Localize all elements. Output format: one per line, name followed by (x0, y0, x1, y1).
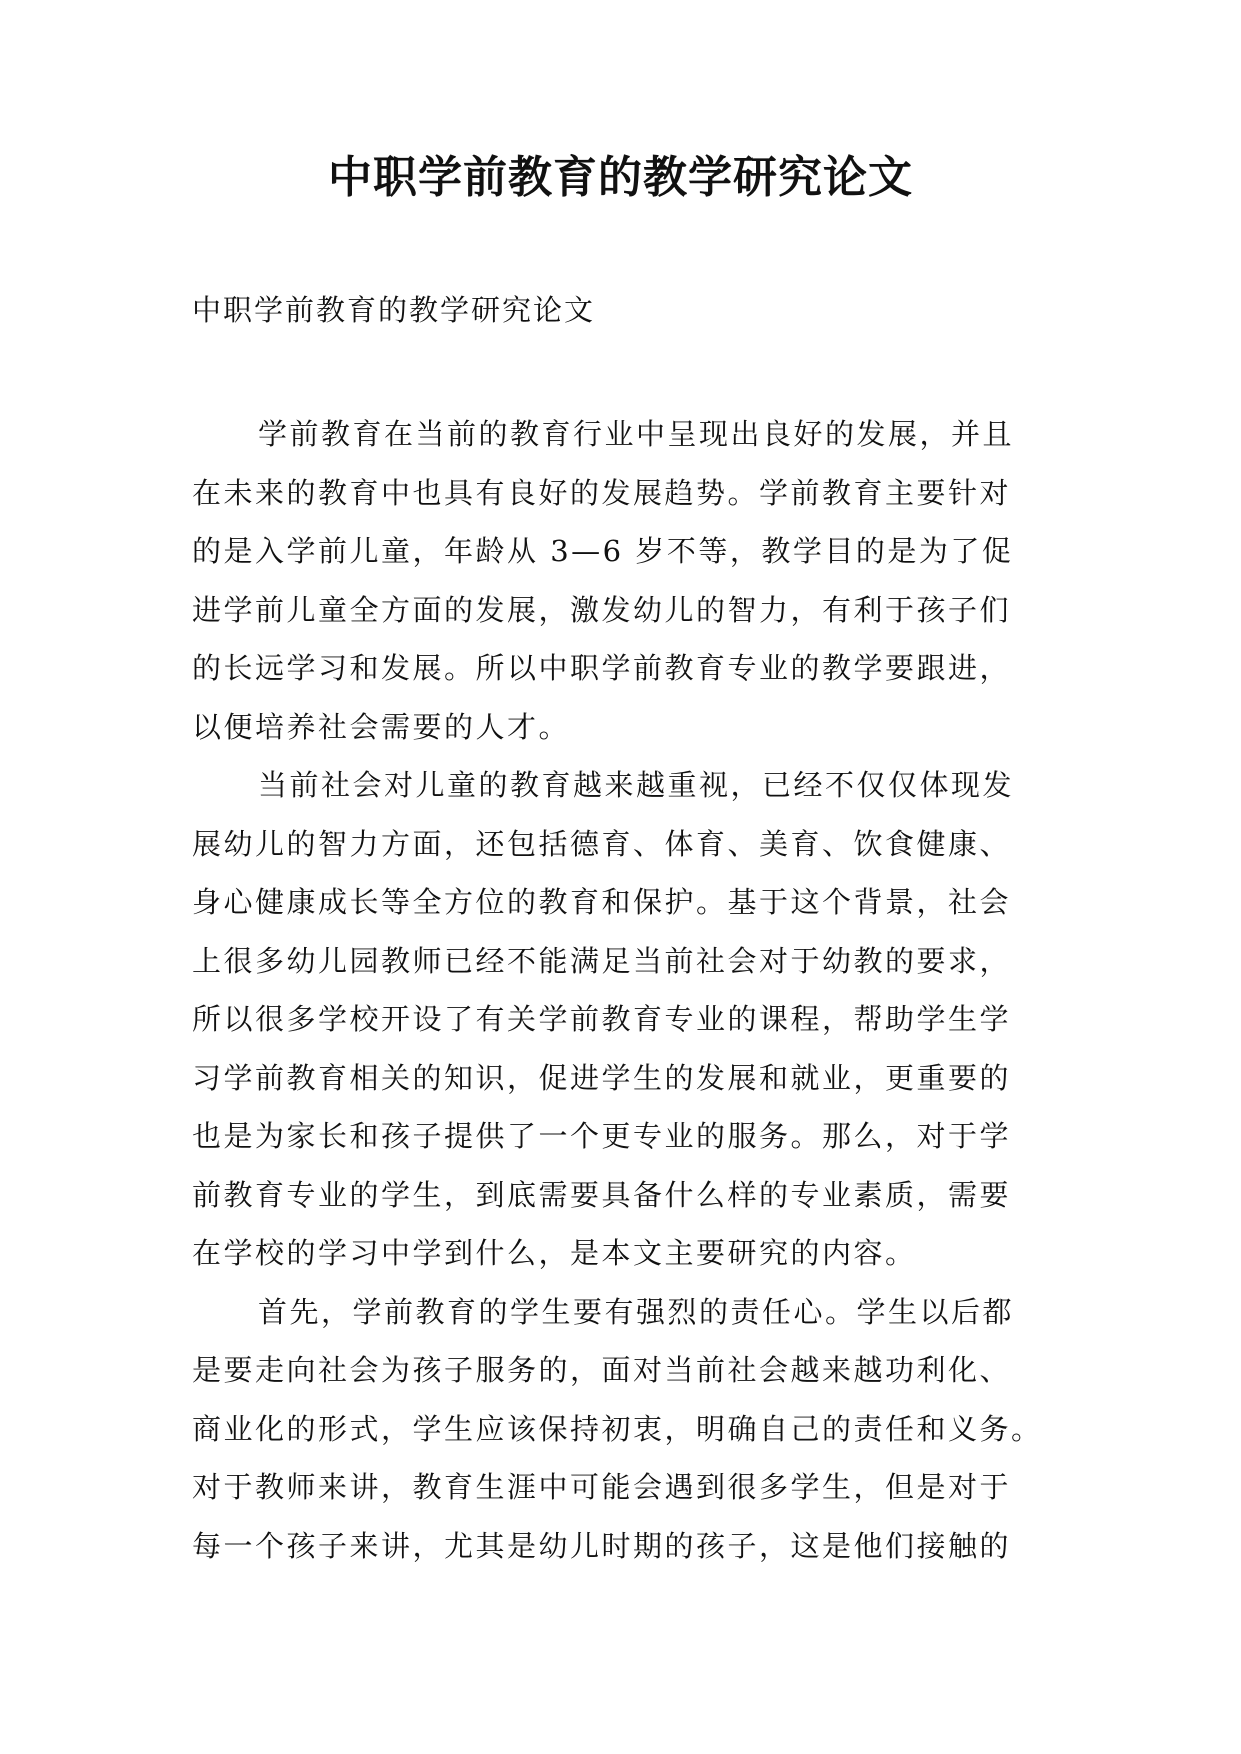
text-line: 在学校的学习中学到什么，是本文主要研究的内容。 (192, 1236, 917, 1270)
text-line: 习学前教育相关的知识，促进学生的发展和就业，更重要的 (192, 1060, 1012, 1095)
text-line: 商业化的形式，学生应该保持初衷，明确自己的责任和义务。 (192, 1411, 1043, 1446)
text-line: 每一个孩子来讲，尤其是幼儿时期的孩子，这是他们接触的 (192, 1528, 1012, 1563)
text-line: 对于教师来讲，教育生涯中可能会遇到很多学生，但是对于 (192, 1470, 1012, 1504)
paragraph-2 (192, 756, 1067, 1283)
text-line: 的长远学习和发展。所以中职学前教育专业的教学要跟进， (192, 651, 1012, 685)
paragraph-1 (192, 405, 1067, 756)
text-line: 以便培养社会需要的人才。 (192, 709, 571, 744)
text-line: 学前教育在当前的教育行业中呈现出良好的发展，并且 (258, 417, 1015, 451)
text-line: 首先，学前教育的学生要有强烈的责任心。学生以后都 (258, 1294, 1015, 1329)
text-line: 在未来的教育中也具有良好的发展趋势。学前教育主要针对 (192, 475, 1012, 510)
document-subtitle: 中职学前教育的教学研究论文 (192, 293, 596, 327)
text-line: 的是入学前儿童，年龄从 3—6 岁不等，教学目的是为了促 (192, 534, 1014, 568)
text-line: 也是为家长和孩子提供了一个更专业的服务。那么，对于学 (192, 1119, 1012, 1153)
paragraph-3 (192, 1283, 1067, 1576)
text-line: 进学前儿童全方面的发展，激发幼儿的智力，有利于孩子们 (192, 592, 1012, 627)
document-title: 中职学前教育的教学研究论文 (328, 152, 913, 203)
text-line: 前教育专业的学生，到底需要具备什么样的专业素质，需要 (192, 1177, 1012, 1212)
text-line: 身心健康成长等全方位的教育和保护。基于这个背景，社会 (192, 885, 1012, 919)
text-line: 展幼儿的智力方面，还包括德育、体育、美育、饮食健康、 (192, 826, 1012, 861)
text-line: 所以很多学校开设了有关学前教育专业的课程，帮助学生学 (192, 1002, 1012, 1036)
document-body (192, 405, 1067, 1575)
text-line: 是要走向社会为孩子服务的，面对当前社会越来越功利化、 (192, 1353, 1012, 1387)
text-line: 当前社会对儿童的教育越来越重视，已经不仅仅体现发 (258, 768, 1015, 802)
text-line: 上很多幼儿园教师已经不能满足当前社会对于幼教的要求， (192, 943, 1012, 978)
